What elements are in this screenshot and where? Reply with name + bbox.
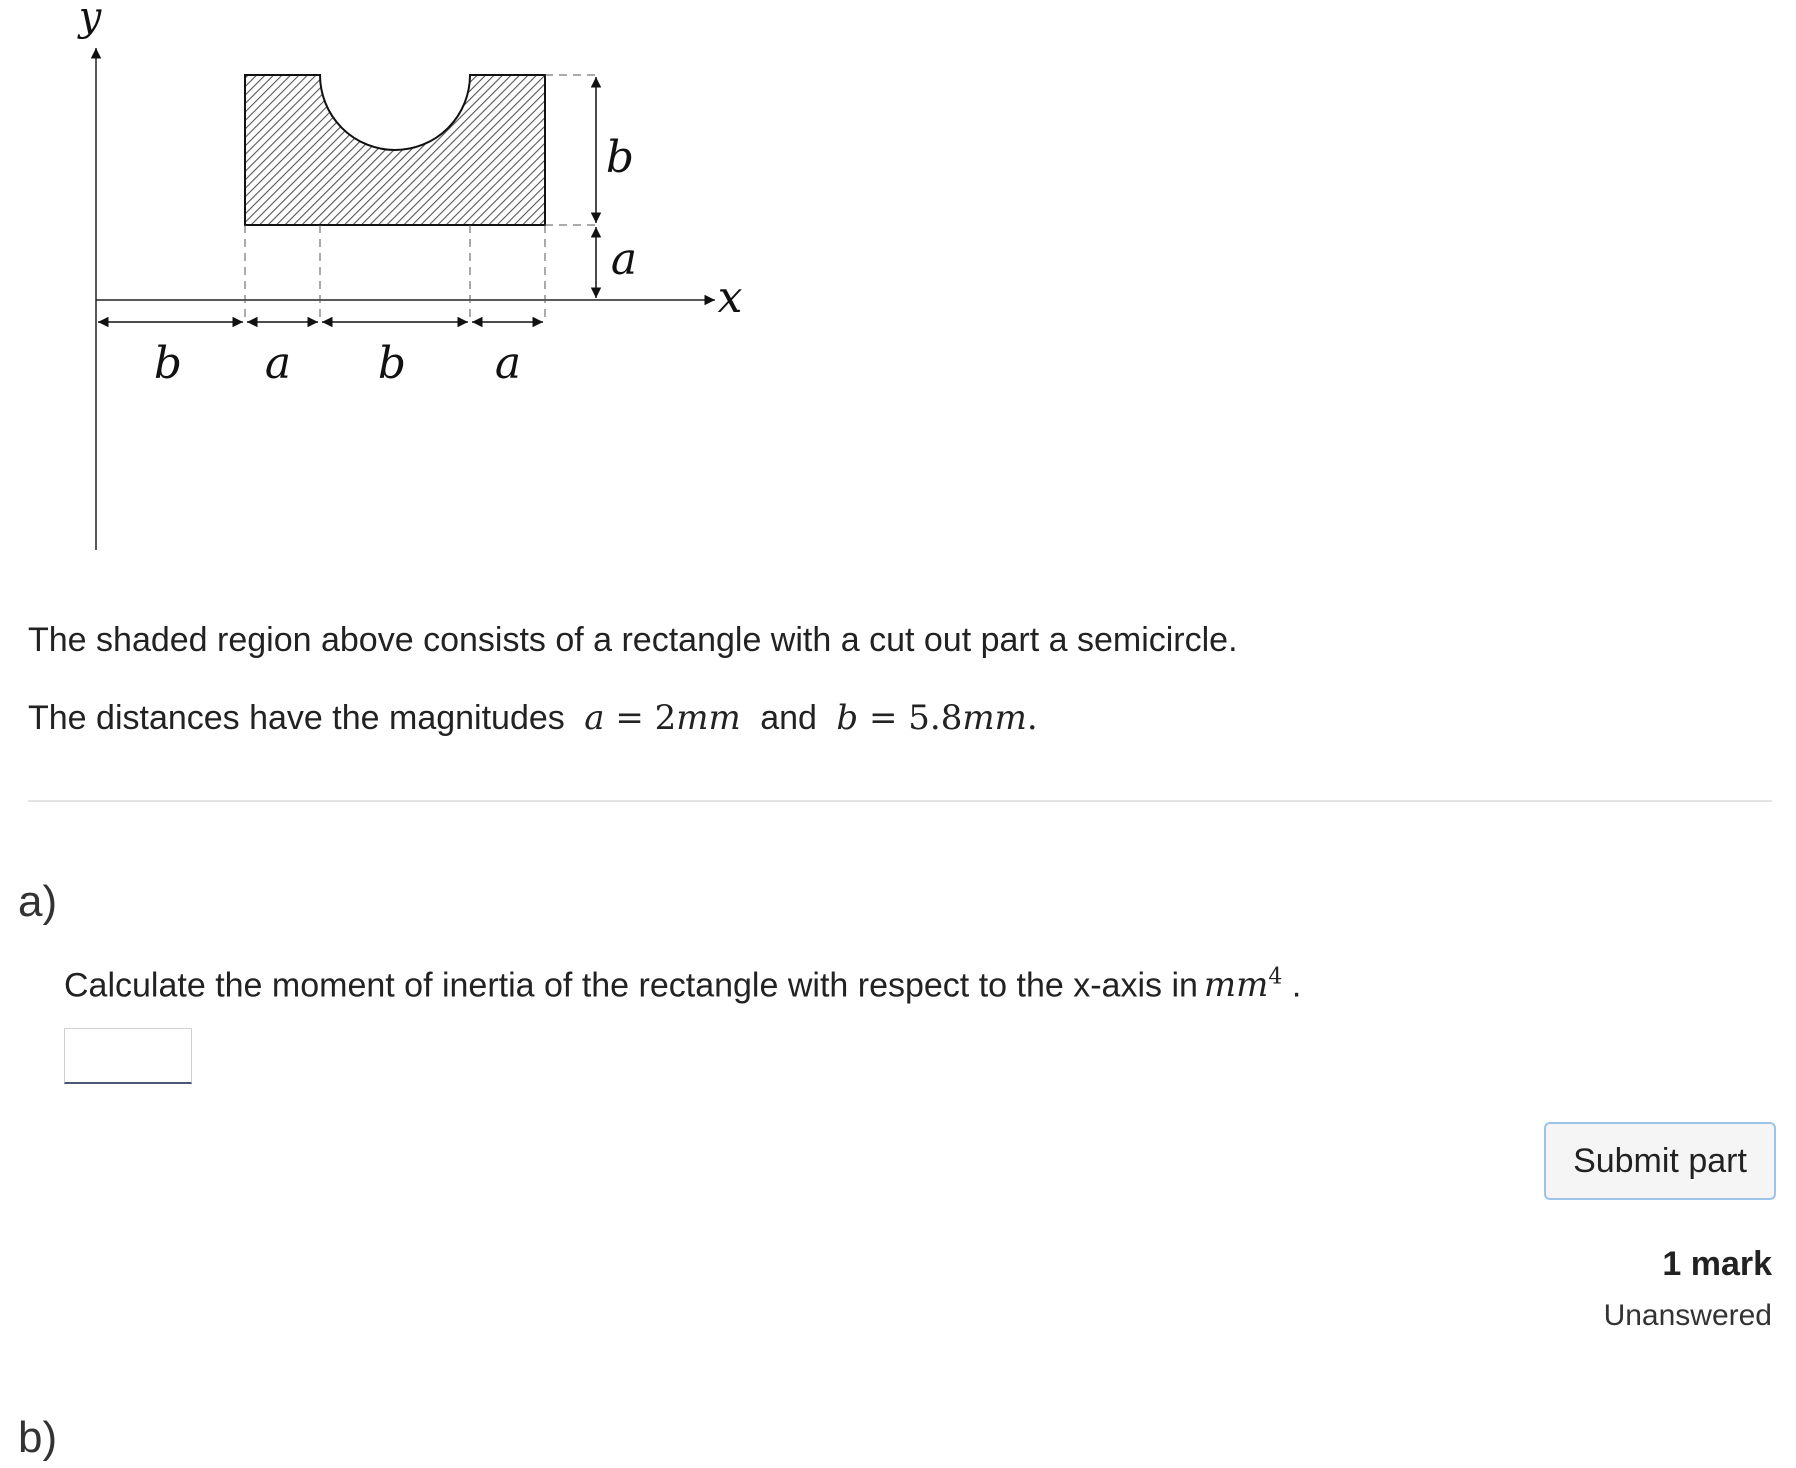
question-intro <box>28 616 1728 742</box>
part-a-unit <box>1204 965 1282 1005</box>
part-a-unit-exponent: 4 <box>1268 965 1283 990</box>
dim-label-a-2: a <box>494 338 522 389</box>
dim-label-a-vertical: a <box>610 234 638 285</box>
b-eq: = 5.8 <box>858 698 963 738</box>
dim-label-a-1: a <box>264 338 292 389</box>
period: . <box>1026 698 1038 738</box>
dim-label-b-2: b <box>377 338 407 389</box>
part-a-label: a) <box>18 877 58 926</box>
shaded-region <box>245 75 545 225</box>
and-word: and <box>760 699 817 737</box>
x-axis-label: x <box>717 272 743 323</box>
dim-label-b-1: b <box>153 338 183 389</box>
y-axis-label: y <box>78 0 102 40</box>
part-a-prompt-end: . <box>1282 966 1302 1005</box>
a-eq: = 2 <box>604 698 677 738</box>
part-a-unit-base: mm <box>1203 965 1269 1006</box>
section-divider <box>28 800 1772 802</box>
cross-section-figure <box>0 0 800 560</box>
answer-status: Unanswered <box>1603 1299 1772 1332</box>
intro-sentence-2 <box>28 694 1728 742</box>
part-a-prompt-text: Calculate the moment of inertia of the rectangle with respect to the x-axis in <box>64 966 1198 1005</box>
b-var: b <box>836 698 859 738</box>
marks-label: 1 mark <box>1662 1245 1772 1283</box>
a-value-math <box>584 698 741 738</box>
part-b-label: b) <box>18 1413 58 1462</box>
submit-part-button[interactable]: Submit part <box>1544 1122 1776 1200</box>
a-var: a <box>584 698 605 738</box>
a-unit: mm <box>676 698 741 738</box>
b-value-math <box>836 698 1037 738</box>
part-a-prompt <box>64 954 1301 1009</box>
dim-label-b-vertical: b <box>605 132 635 183</box>
b-unit: mm <box>962 698 1027 738</box>
intro-sentence-1: The shaded region above consists of a rectangle with a cut out part a semicircle. <box>28 621 1238 659</box>
answer-input[interactable] <box>64 1028 192 1084</box>
intro-sentence-2-text: The distances have the magnitudes <box>28 699 565 737</box>
